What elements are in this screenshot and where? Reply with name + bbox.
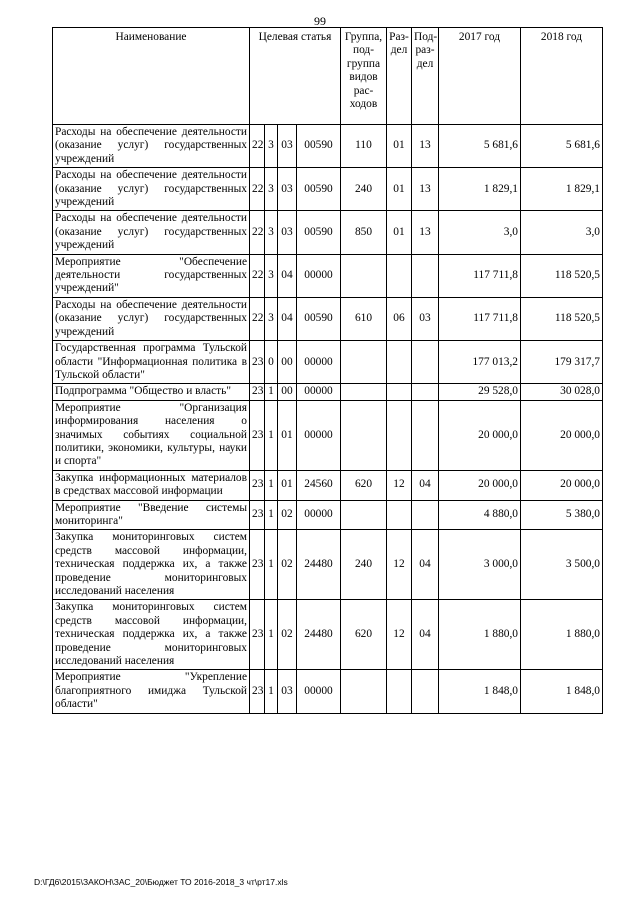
amount-2018: 118 520,5 [521,254,603,297]
target-article-part2: 1 [265,500,278,530]
table-row [53,470,603,500]
target-article-part2: 1 [265,400,278,470]
subsection-code: 04 [412,600,439,670]
section-code [387,400,412,470]
amount-2018: 5 380,0 [521,500,603,530]
expense-group: 110 [341,125,387,168]
table-body [53,125,603,714]
target-article-part4: 24480 [297,600,341,670]
target-article-part4: 24560 [297,470,341,500]
target-article-part1: 23 [250,530,265,600]
target-article-part1: 23 [250,384,265,400]
target-article-part3: 03 [278,125,297,168]
table-row [53,125,603,168]
row-name: Закупка мониторинговых систем средств массовой информации, техническая поддержка их, а также проведение мониторинговых исследований населения [53,530,250,600]
table-row [53,254,603,297]
row-name: Мероприятие "Обеспечение деятельности государственных учреждений" [53,254,250,297]
target-article-part1: 23 [250,670,265,713]
target-article-part1: 23 [250,500,265,530]
table-row [53,500,603,530]
target-article-part4: 00590 [297,211,341,254]
header-2018: 2018 год [521,28,603,125]
target-article-part3: 03 [278,211,297,254]
target-article-part2: 3 [265,297,278,340]
table-row [53,384,603,400]
row-name: Подпрограмма "Общество и власть" [53,384,250,400]
amount-2018: 20 000,0 [521,470,603,500]
target-article-part2: 1 [265,384,278,400]
target-article-part2: 1 [265,670,278,713]
target-article-part1: 23 [250,470,265,500]
subsection-code: 03 [412,297,439,340]
section-code: 12 [387,600,412,670]
expense-group: 620 [341,470,387,500]
subsection-code [412,341,439,384]
target-article-part2: 1 [265,600,278,670]
row-name: Расходы на обеспечение деятельности (оказание услуг) государственных учреждений [53,125,250,168]
row-name: Мероприятие "Организация информирования населения о значимых событиях социальной политики, экономики, культуры, науки и спорта" [53,400,250,470]
row-name: Мероприятие "Введение системы мониторинга" [53,500,250,530]
expense-group [341,670,387,713]
header-name: Наименование [53,28,250,125]
file-path-footer: D:\ГД6\2015\ЗАКОН\ЗАС_20\Бюджет ТО 2016-2018_3 чт\рт17.xls [34,877,288,887]
target-article-part2: 3 [265,211,278,254]
amount-2017: 20 000,0 [439,470,521,500]
subsection-code [412,254,439,297]
amount-2017: 3,0 [439,211,521,254]
target-article-part2: 1 [265,530,278,600]
amount-2017: 5 681,6 [439,125,521,168]
amount-2017: 20 000,0 [439,400,521,470]
target-article-part3: 02 [278,600,297,670]
section-code: 01 [387,125,412,168]
header-target-article: Целевая статья [250,28,341,125]
table-row [53,211,603,254]
amount-2018: 1 848,0 [521,670,603,713]
target-article-part1: 23 [250,400,265,470]
section-code [387,670,412,713]
header-subsection: Под-раз-дел [412,28,439,125]
target-article-part4: 00000 [297,400,341,470]
target-article-part3: 02 [278,530,297,600]
amount-2018: 118 520,5 [521,297,603,340]
expense-group: 620 [341,600,387,670]
table-row [53,341,603,384]
expense-group [341,384,387,400]
section-code: 12 [387,470,412,500]
target-article-part2: 3 [265,168,278,211]
expense-group [341,341,387,384]
row-name: Расходы на обеспечение деятельности (оказание услуг) государственных учреждений [53,297,250,340]
target-article-part1: 22 [250,254,265,297]
section-code: 06 [387,297,412,340]
amount-2017: 177 013,2 [439,341,521,384]
amount-2018: 5 681,6 [521,125,603,168]
subsection-code [412,500,439,530]
row-name: Расходы на обеспечение деятельности (оказание услуг) государственных учреждений [53,211,250,254]
target-article-part1: 23 [250,600,265,670]
target-article-part3: 00 [278,341,297,384]
target-article-part3: 00 [278,384,297,400]
expense-group [341,400,387,470]
target-article-part4: 00000 [297,670,341,713]
subsection-code: 13 [412,168,439,211]
target-article-part4: 00590 [297,168,341,211]
section-code [387,500,412,530]
header-section: Раз-дел [387,28,412,125]
expense-group [341,500,387,530]
subsection-code [412,670,439,713]
subsection-code [412,400,439,470]
subsection-code [412,384,439,400]
target-article-part1: 22 [250,168,265,211]
target-article-part3: 03 [278,670,297,713]
target-article-part4: 00000 [297,254,341,297]
section-code: 12 [387,530,412,600]
target-article-part4: 00000 [297,500,341,530]
page-number: 99 [314,14,326,28]
expense-group: 240 [341,168,387,211]
header-row [53,28,603,125]
amount-2018: 1 880,0 [521,600,603,670]
amount-2017: 1 829,1 [439,168,521,211]
target-article-part4: 00000 [297,384,341,400]
expense-group: 850 [341,211,387,254]
target-article-part1: 22 [250,297,265,340]
subsection-code: 04 [412,530,439,600]
row-name: Закупка мониторинговых систем средств массовой информации, техническая поддержка их, а также проведение мониторинговых исследований населения [53,600,250,670]
amount-2017: 117 711,8 [439,297,521,340]
expense-group: 240 [341,530,387,600]
target-article-part1: 22 [250,125,265,168]
section-code: 01 [387,168,412,211]
target-article-part2: 3 [265,125,278,168]
amount-2018: 30 028,0 [521,384,603,400]
target-article-part3: 01 [278,470,297,500]
amount-2018: 179 317,7 [521,341,603,384]
table-row [53,600,603,670]
table-row [53,168,603,211]
amount-2018: 1 829,1 [521,168,603,211]
row-name: Государственная программа Тульской области "Информационная политика в Тульской области" [53,341,250,384]
target-article-part4: 00590 [297,297,341,340]
target-article-part3: 02 [278,500,297,530]
target-article-part4: 24480 [297,530,341,600]
target-article-part4: 00000 [297,341,341,384]
section-code [387,341,412,384]
target-article-part3: 01 [278,400,297,470]
section-code [387,254,412,297]
amount-2017: 117 711,8 [439,254,521,297]
expense-group [341,254,387,297]
target-article-part1: 22 [250,211,265,254]
target-article-part3: 04 [278,297,297,340]
table-row [53,400,603,470]
row-name: Расходы на обеспечение деятельности (оказание услуг) государственных учреждений [53,168,250,211]
target-article-part2: 0 [265,341,278,384]
expense-group: 610 [341,297,387,340]
section-code [387,384,412,400]
header-2017: 2017 год [439,28,521,125]
subsection-code: 13 [412,211,439,254]
target-article-part2: 3 [265,254,278,297]
amount-2017: 29 528,0 [439,384,521,400]
table-row [53,670,603,713]
target-article-part3: 03 [278,168,297,211]
header-group: Группа, под-группа видов рас-ходов [341,28,387,125]
target-article-part3: 04 [278,254,297,297]
amount-2017: 4 880,0 [439,500,521,530]
amount-2018: 3 500,0 [521,530,603,600]
amount-2017: 1 880,0 [439,600,521,670]
section-code: 01 [387,211,412,254]
row-name: Закупка информационных материалов в средствах массовой информации [53,470,250,500]
amount-2017: 3 000,0 [439,530,521,600]
amount-2017: 1 848,0 [439,670,521,713]
amount-2018: 20 000,0 [521,400,603,470]
subsection-code: 13 [412,125,439,168]
target-article-part2: 1 [265,470,278,500]
subsection-code: 04 [412,470,439,500]
budget-table [52,27,603,714]
row-name: Мероприятие "Укрепление благоприятного имиджа Тульской области" [53,670,250,713]
table-row [53,297,603,340]
table-row [53,530,603,600]
target-article-part1: 23 [250,341,265,384]
target-article-part4: 00590 [297,125,341,168]
amount-2018: 3,0 [521,211,603,254]
